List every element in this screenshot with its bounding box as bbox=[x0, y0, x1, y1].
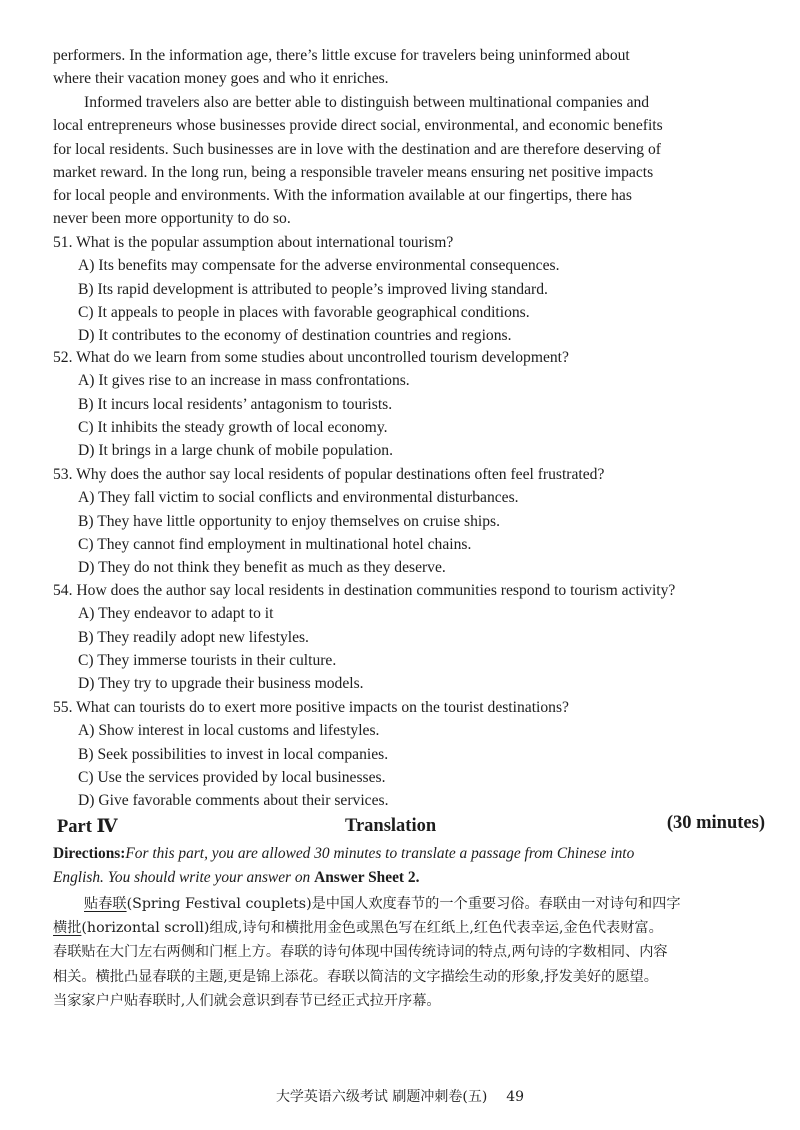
option-d[interactable]: D) It contributes to the economy of destination countries and regions. bbox=[78, 327, 512, 345]
directions-text: English. You should write your answer on bbox=[53, 869, 315, 886]
option-d[interactable]: D) It brings in a large chunk of mobile population. bbox=[78, 442, 393, 460]
option-a[interactable]: A) Show interest in local customs and lifestyles. bbox=[78, 722, 380, 740]
option-b[interactable]: B) Its rapid development is attributed to people’s improved living standard. bbox=[78, 280, 548, 298]
chinese-text: (Spring Festival couplets)是中国人欢度春节的一个重要习俗。春联由一对诗句和四字 bbox=[126, 896, 681, 912]
part-heading bbox=[53, 813, 765, 842]
passage-paragraph-1 bbox=[53, 44, 763, 91]
book-title: 大学英语六级考试 刷题冲刺卷(五) bbox=[275, 1089, 488, 1105]
question-stem: 52. What do we learn from some studies about uncontrolled tourism development? bbox=[53, 349, 569, 366]
option-d[interactable]: D) They try to upgrade their business models. bbox=[78, 675, 364, 693]
question-stem: 54. How does the author say local residents in destination communities respond to tourism activity? bbox=[53, 582, 676, 599]
chinese-line: 当家家户户贴春联时,人们就会意识到春节已经正式拉开序幕。 bbox=[53, 992, 441, 1009]
question-stem: 55. What can tourists do to exert more positive impacts on the tourist destinations? bbox=[53, 699, 569, 716]
chinese-text: (horizontal scroll)组成,诗句和横批用金色或黑色写在红纸上,红色代表幸运,金色代表财富。 bbox=[81, 920, 663, 937]
option-b[interactable]: B) It incurs local residents’ antagonism to tourists. bbox=[78, 395, 393, 413]
directions-label: Directions: bbox=[53, 845, 126, 862]
option-a[interactable]: A) Its benefits may compensate for the adverse environmental consequences. bbox=[78, 257, 560, 275]
text-line: for local residents. Such businesses are in love with the destination and are therefore deserving of bbox=[53, 140, 661, 158]
directions-period: . bbox=[415, 869, 420, 886]
directions-text: For this part, you are allowed 30 minutes to translate a passage from Chinese into bbox=[125, 845, 635, 862]
underlined-term: 贴春联 bbox=[84, 896, 127, 912]
part-title: Translation bbox=[345, 816, 437, 836]
option-a[interactable]: A) They endeavor to adapt to it bbox=[78, 605, 274, 623]
option-c[interactable]: C) They immerse tourists in their culture. bbox=[78, 651, 337, 669]
text-line: for local people and environments. With the information available at our fingertips, there has bbox=[53, 187, 632, 205]
option-c[interactable]: C) It inhibits the steady growth of local economy. bbox=[78, 418, 388, 436]
chinese-line bbox=[53, 892, 765, 916]
option-c[interactable]: C) They cannot find employment in multinational hotel chains. bbox=[78, 535, 472, 553]
text-line: market reward. In the long run, being a responsible traveler means ensuring net positive impacts bbox=[53, 163, 654, 181]
part-time-limit: (30 minutes) bbox=[666, 813, 765, 833]
passage-paragraph-2 bbox=[53, 91, 763, 231]
question-55 bbox=[53, 696, 773, 812]
page-number: 49 bbox=[506, 1089, 525, 1105]
text-line: Informed travelers also are better able to distinguish between multinational companies and bbox=[84, 94, 650, 111]
question-53 bbox=[53, 463, 773, 579]
option-d[interactable]: D) Give favorable comments about their services. bbox=[78, 792, 389, 810]
option-c[interactable]: C) It appeals to people in places with favorable geographical conditions. bbox=[78, 303, 530, 321]
chinese-line: 相关。横批凸显春联的主题,更是锦上添花。春联以简洁的文字描绘生动的形象,抒发美好的愿望。 bbox=[53, 968, 658, 985]
underlined-term: 横批 bbox=[53, 920, 82, 937]
directions bbox=[53, 842, 765, 890]
text-line: never been more opportunity to do so. bbox=[53, 210, 291, 228]
question-52 bbox=[53, 346, 773, 462]
text-line: performers. In the information age, there’s little excuse for travelers being uninformed about bbox=[53, 47, 630, 64]
option-b[interactable]: B) They readily adopt new lifestyles. bbox=[78, 628, 309, 646]
chinese-line bbox=[53, 916, 765, 940]
question-stem: 51. What is the popular assumption about international tourism? bbox=[53, 234, 454, 251]
directions-line-1 bbox=[53, 842, 765, 866]
option-b[interactable]: B) Seek possibilities to invest in local companies. bbox=[78, 745, 389, 763]
chinese-passage bbox=[53, 892, 765, 1013]
option-c[interactable]: C) Use the services provided by local businesses. bbox=[78, 768, 386, 786]
question-54 bbox=[53, 579, 773, 695]
option-a[interactable]: A) They fall victim to social conflicts and environmental disturbances. bbox=[78, 489, 519, 507]
option-a[interactable]: A) It gives rise to an increase in mass confrontations. bbox=[78, 372, 410, 390]
directions-line-2 bbox=[53, 866, 765, 890]
chinese-line: 春联贴在大门左右两侧和门框上方。春联的诗句体现中国传统诗词的特点,两句诗的字数相同、内容 bbox=[53, 944, 668, 961]
page-footer bbox=[0, 1086, 800, 1106]
text-line: local entrepreneurs whose businesses provide direct social, environmental, and economic benefits bbox=[53, 117, 663, 135]
option-b[interactable]: B) They have little opportunity to enjoy themselves on cruise ships. bbox=[78, 512, 500, 530]
question-51 bbox=[53, 231, 773, 347]
question-stem: 53. Why does the author say local residents of popular destinations often feel frustrated? bbox=[53, 466, 605, 483]
part-label: Part Ⅳ bbox=[57, 817, 118, 837]
option-d[interactable]: D) They do not think they benefit as much as they deserve. bbox=[78, 559, 446, 577]
answer-sheet-label: Answer Sheet 2 bbox=[314, 869, 416, 886]
text-line: where their vacation money goes and who it enriches. bbox=[53, 70, 389, 88]
